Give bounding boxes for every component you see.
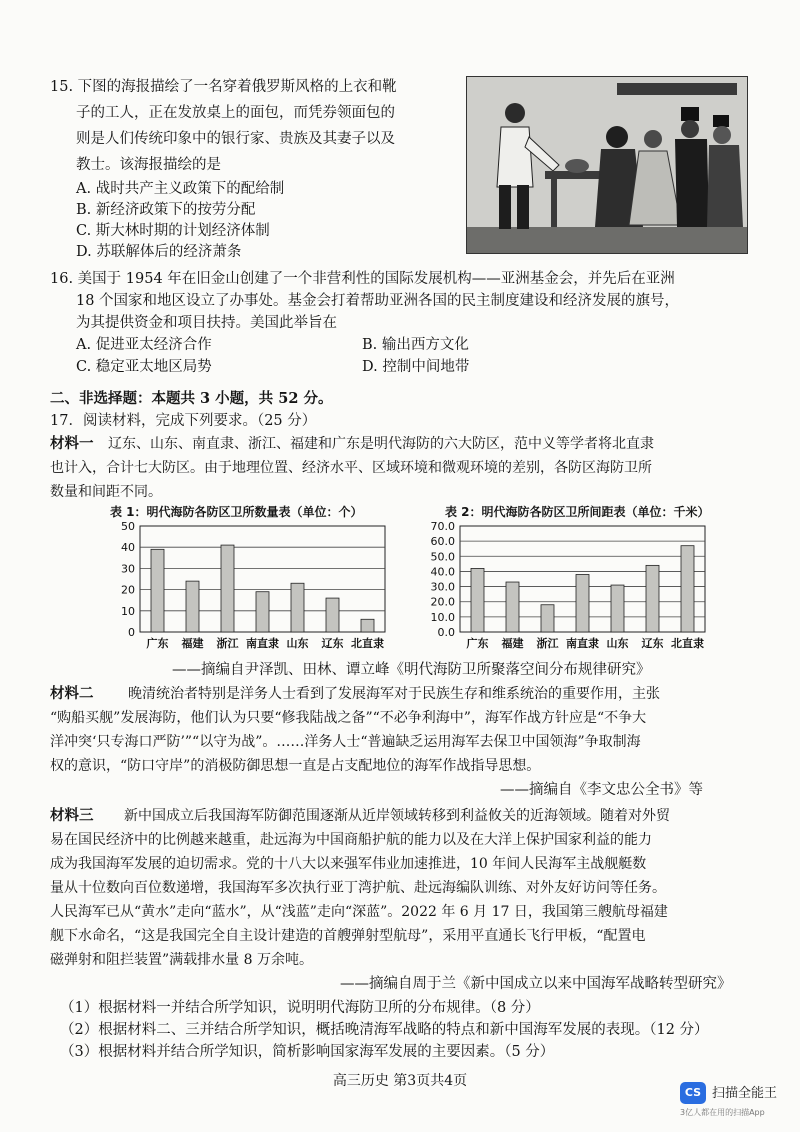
q16-option-a: A. 促进亚太经济合作 [76, 337, 212, 353]
y-tick-label: 0 [128, 626, 135, 639]
y-tick-label: 30.0 [430, 580, 455, 594]
x-tick-label: 南直隶 [246, 637, 279, 650]
material-3-text: 舰下水命名，“这是我国完全自主设计建造的首艘弹射型航母”，采用平直通长飞行甲板，“配置电 [50, 928, 646, 944]
q16-stem-line: 为其提供资金和项目扶持。美国此举旨在 [76, 315, 337, 331]
material-3-text: 新中国成立后我国海军防御范围逐渐从近岸领域转移到利益攸关的近海领域。随着对外贸 [124, 808, 670, 824]
sub-question-2: （2）根据材料二、三并结合所学知识，概括晚清海军战略的特点和新中国海军发展的表现。（12 分） [60, 1022, 709, 1038]
material-2-text: “购船买舰”发展海防，他们认为只要“修我陆战之备”“不必争利海中”，海军作战方针应是“不争大 [50, 710, 647, 726]
q16-option-d: D. 控制中间地带 [362, 359, 470, 375]
material-2-text: 洋冲突‘只专海口严防’”“以守为战”。……洋务人士“普遍缺乏运用海军去保卫中国领海”争取制海 [50, 734, 641, 750]
q17-intro: 17．阅读材料，完成下列要求。（25 分） [50, 413, 317, 429]
bar-福建 [186, 581, 199, 632]
material-1-text: 也计入，合计七大防区。由于地理位置、经济水平、区域环境和微观环境的差别，各防区海防卫所 [50, 460, 652, 476]
sub-question-1: （1）根据材料一并结合所学知识，说明明代海防卫所的分布规律。（8 分） [60, 1000, 540, 1016]
bar-浙江 [541, 605, 554, 632]
material-1-text: 辽东、山东、南直隶、浙江、福建和广东是明代海防的六大防区，范中义等学者将北直隶 [108, 436, 654, 452]
q15-stem-line: 子的工人，正在发放桌上的面包，而凭券领面包的 [76, 105, 395, 121]
material-1-source: ——摘编自尹泽凯、田林、谭立峰《明代海防卫所聚落空间分布规律研究》 [172, 662, 651, 678]
material-3-text: 成为我国海军发展的迫切需求。党的十八大以来强军伟业加速推进，10 年间人民海军主战舰艇数 [50, 856, 647, 872]
q15-stem-line: 则是人们传统印象中的银行家、贵族及其妻子以及 [76, 131, 395, 147]
y-tick-label: 10.0 [430, 610, 455, 624]
q15-option-d: D. 苏联解体后的经济萧条 [76, 244, 242, 260]
y-tick-label: 50.0 [430, 550, 455, 564]
bar-北直隶 [681, 546, 694, 632]
x-tick-label: 浙江 [536, 637, 559, 650]
q16-stem-line: 18 个国家和地区设立了办事处。基金会打着帮助亚洲各国的民主制度建设和经济发展的旗号， [76, 293, 680, 309]
material-3-text: 人民海军已从“黄水”走向“蓝水”，从“浅蓝”走向“深蓝”。2022 年 6 月 17 日，我国第三艘航母福建 [50, 904, 668, 920]
y-tick-label: 20 [121, 583, 135, 597]
material-2-label: 材料二 [50, 685, 94, 702]
material-3-text: 磁弹射和阻拦装置”满载排水量 8 万余吨。 [50, 952, 313, 968]
material-1-text: 数量和间距不同。 [50, 484, 162, 500]
y-tick-label: 0.0 [437, 626, 455, 639]
material-3-text: 量从十位数向百位数递增，我国海军多次执行亚丁湾护航、赴远海编队训练、对外友好访问等任务。 [50, 880, 666, 896]
bar-辽东 [326, 598, 339, 632]
y-tick-label: 60.0 [430, 535, 455, 549]
bar-广东 [151, 549, 164, 632]
bar-辽东 [646, 565, 659, 632]
q15-option-b: B. 新经济政策下的按劳分配 [76, 202, 256, 218]
q16-option-c: C. 稳定亚太地区局势 [76, 359, 212, 375]
material-2-text: 权的意识，“防口守岸”的消极防御思想一直是占支配地位的海军作战指导思想。 [50, 758, 541, 774]
q15-option-a: A. 战时共产主义政策下的配给制 [76, 181, 285, 197]
y-tick-label: 70.0 [430, 520, 455, 533]
q16-option-b: B. 输出西方文化 [362, 337, 469, 353]
material-2-text: 晚清统治者特别是洋务人士看到了发展海军对于民族生存和维系统治的重要作用，主张 [128, 686, 660, 702]
bar-山东 [291, 583, 304, 632]
x-tick-label: 辽东 [321, 637, 344, 650]
poster-image [466, 76, 748, 254]
y-tick-label: 40 [121, 541, 135, 555]
x-tick-label: 山东 [286, 637, 309, 650]
x-tick-label: 辽东 [641, 637, 664, 650]
sub-question-3: （3）根据材料并结合所学知识，简析影响国家海军发展的主要因素。（5 分） [60, 1044, 555, 1060]
bar-福建 [506, 582, 519, 632]
bar-浙江 [221, 545, 234, 632]
q15-stem-line: 教士。该海报描绘的是 [76, 157, 221, 173]
x-tick-label: 浙江 [216, 637, 239, 650]
x-tick-label: 南直隶 [566, 637, 599, 650]
y-tick-label: 20.0 [430, 595, 455, 609]
bar-北直隶 [361, 619, 374, 632]
chart-2 [420, 520, 720, 655]
x-tick-label: 福建 [501, 637, 524, 650]
material-3-source: ——摘编自周于兰《新中国成立以来中国海军战略转型研究》 [340, 976, 732, 992]
y-tick-label: 50 [121, 520, 135, 533]
q16-stem-line: 16. 美国于 1954 年在旧金山创建了一个非营利性的国际发展机构——亚洲基金会，并先后在亚洲 [50, 271, 675, 287]
material-3-text: 易在国民经济中的比例越来越重，赴远海为中国商船护航的能力以及在大洋上保护国家利益的能力 [50, 832, 652, 848]
page-footer: 高三历史 第3页共4页 [332, 1073, 468, 1089]
chart-1-title: 表 1：明代海防各防区卫所数量表（单位：个） [110, 505, 363, 519]
y-tick-label: 30 [121, 562, 135, 576]
q15-stem-line: 15. 下图的海报描绘了一名穿着俄罗斯风格的上衣和靴 [50, 79, 397, 95]
y-tick-label: 10 [121, 604, 135, 618]
y-tick-label: 40.0 [430, 565, 455, 579]
bar-广东 [471, 568, 484, 632]
scanner-logo: CS [680, 1082, 706, 1104]
x-tick-label: 福建 [181, 637, 204, 650]
material-3-label: 材料三 [50, 807, 94, 824]
poster-illustration [467, 77, 747, 253]
x-tick-label: 北直隶 [671, 637, 704, 650]
q15-option-c: C. 斯大林时期的计划经济体制 [76, 223, 270, 239]
bar-南直隶 [256, 592, 269, 632]
chart-1 [100, 520, 400, 655]
chart-2-title: 表 2：明代海防各防区卫所间距表（单位：千米） [445, 505, 710, 519]
bar-南直隶 [576, 574, 589, 632]
scanner-name: 扫描全能王 [712, 1086, 778, 1101]
x-tick-label: 山东 [606, 637, 629, 650]
x-tick-label: 北直隶 [351, 637, 384, 650]
scanner-tagline: 3亿人都在用的扫描App [680, 1108, 765, 1117]
x-tick-label: 广东 [146, 637, 169, 650]
material-1-label: 材料一 [50, 435, 94, 452]
section-heading: 二、非选择题：本题共 3 小题，共 52 分。 [50, 390, 333, 407]
x-tick-label: 广东 [466, 637, 489, 650]
material-2-source: ——摘编自《李文忠公全书》等 [500, 782, 703, 798]
bar-山东 [611, 585, 624, 632]
